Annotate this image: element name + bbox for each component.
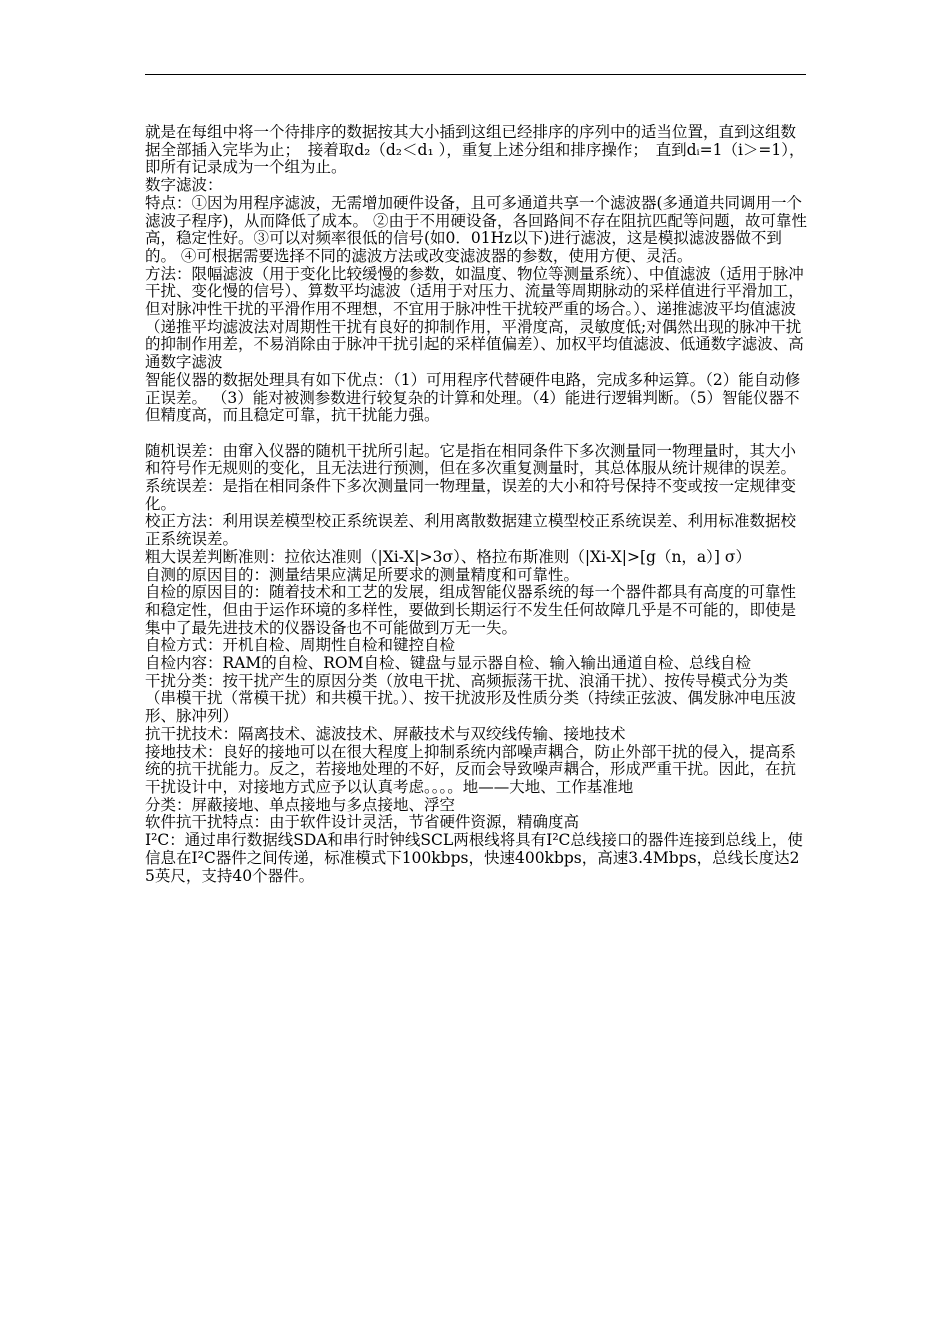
header-rule — [145, 74, 806, 75]
paragraph-self-test-purpose: 自测的原因目的：测量结果应满足所要求的测量精度和可靠性。 — [145, 565, 580, 584]
paragraph-filter-methods: 方法：限幅滤波（用于变化比较缓慢的参数，如温度、物位等测量系统）、中值滤波（适用于脉冲干扰、变化慢的信号）、算数平均滤波（适用于对压力、流量等周期脉动的采样值进行平滑加工，但对脉冲性干扰的平滑作用不理想，不宜用于脉冲性干扰较严重的场合。）、递推滤波平均值滤波（递推平均滤波法对周期性干扰有良好的抑制作用，平滑度高，灵敏度低;对偶然出现的脉冲干扰的抑制作用差，不易消除由于脉冲干扰引起的采样值偏差）、加权平均值滤波、低通数字滤波、高通数字滤波 — [145, 264, 804, 372]
paragraph-sorting: 就是在每组中将一个待排序的数据按其大小插到这组已经排序的序列中的适当位置，直到这组数据全部插入完毕为止； 接着取d₂（d₂＜d₁ ），重复上述分组和排序操作； 直到dᵢ=1（i＞=1），即所有记录成为一个组为止。 — [145, 123, 805, 177]
paragraph-self-check-purpose: 自检的原因目的：随着技术和工艺的发展，组成智能仪器系统的每一个器件都具有高度的可靠性和稳定性，但由于运作环境的多样性，要做到长期运行不发生任何故障几乎是不可能的，即使是集中了最先进技术的仪器设备也不可能做到万无一失。 — [145, 583, 797, 637]
paragraph-anti-interference: 抗干扰技术：隔离技术、滤波技术、屏蔽技术与双绞线传输、接地技术 — [145, 724, 626, 743]
paragraph-random-error: 随机误差：由窜入仪器的随机干扰所引起。它是指在相同条件下多次测量同一物理量时，其大小和符号作无规则的变化，且无法进行预测，但在多次重复测量时，其总体服从统计规律的误差。 — [145, 441, 797, 478]
paragraph-data-processing: 智能仪器的数据处理具有如下优点：（1）可用程序代替硬件电路，完成多种运算。（2）能自动修正误差。 （3）能对被测参数进行较复杂的计算和处理。（4）能进行逻辑判断。（5）智能仪器不但精度高，而且稳定可靠，抗干扰能力强。 — [145, 370, 801, 425]
paragraph-self-check-mode: 自检方式：开机自检、周期性自检和键控自检 — [145, 636, 456, 655]
paragraph-filter-features: 特点：①因为用程序滤波，无需增加硬件设备，且可多通道共享一个滤波器(多通道共同调用一个滤波子程序)，从而降低了成本。 ②由于不用硬设备，各回路间不存在阻抗匹配等问题，故可靠性高，稳定性好。③可以对频率很低的信号(如0．01Hz以下)进行滤波，这是模拟滤波器做不到的。 ④可根据需要选择不同的滤波方法或改变滤波器的参数，使用方便、灵活。 — [145, 193, 807, 265]
paragraph-system-error: 系统误差：是指在相同条件下多次测量同一物理量，误差的大小和符号保持不变或按一定规律变化。 — [145, 477, 797, 513]
heading-digital-filter: 数字滤波： — [145, 176, 223, 195]
paragraph-software-anti: 软件抗干扰特点：由于软件设计灵活，节省硬件资源，精确度高 — [145, 813, 580, 832]
paragraph-interference-class: 干扰分类：按干扰产生的原因分类（放电干扰、高频振荡干扰、浪涌干扰）、按传导模式分为类（串模干扰（常模干扰）和共模干扰。）、按干扰波形及性质分类（持续正弦波、偶发脉冲电压波形、脉冲列） — [145, 671, 797, 726]
paragraph-grounding: 接地技术：良好的接地可以在很大程度上抑制系统内部噪声耦合，防止外部干扰的侵入，提高系统的抗干扰能力。反之，若接地处理的不好，反而会导致噪声耦合，形成严重干扰。因此，在抗干扰设计中，对接地方式应予以认真考虑。。。。地——大地、工作基准地 — [145, 742, 797, 796]
paragraph-gross-error: 粗大误差判断准则：拉依达准则（|Xi-X|>3σ）、格拉布斯准则（|Xi-X|>[g（n，a）] σ） — [145, 547, 751, 566]
document-body — [145, 124, 809, 885]
paragraph-i2c: I²C：通过串行数据线SDA和串行时钟线SCL两根线将具有I²C总线接口的器件连接到总线上，使信息在I²C器件之间传递，标准模式下100kbps，快速400kbps，高速3.4Mbps，总线长度达25英尺，支持40个器件。 — [145, 831, 803, 885]
blank-line — [145, 425, 809, 443]
paragraph-self-check-content: 自检内容：RAM的自检、ROM自检、键盘与显示器自检、输入输出通道自检、总线自检 — [145, 654, 751, 673]
paragraph-correction-method: 校正方法：利用误差模型校正系统误差、利用离散数据建立模型校正系统误差、利用标准数据校正系统误差。 — [145, 512, 797, 549]
paragraph-grounding-types: 分类：屏蔽接地、单点接地与多点接地、浮空 — [145, 795, 456, 814]
